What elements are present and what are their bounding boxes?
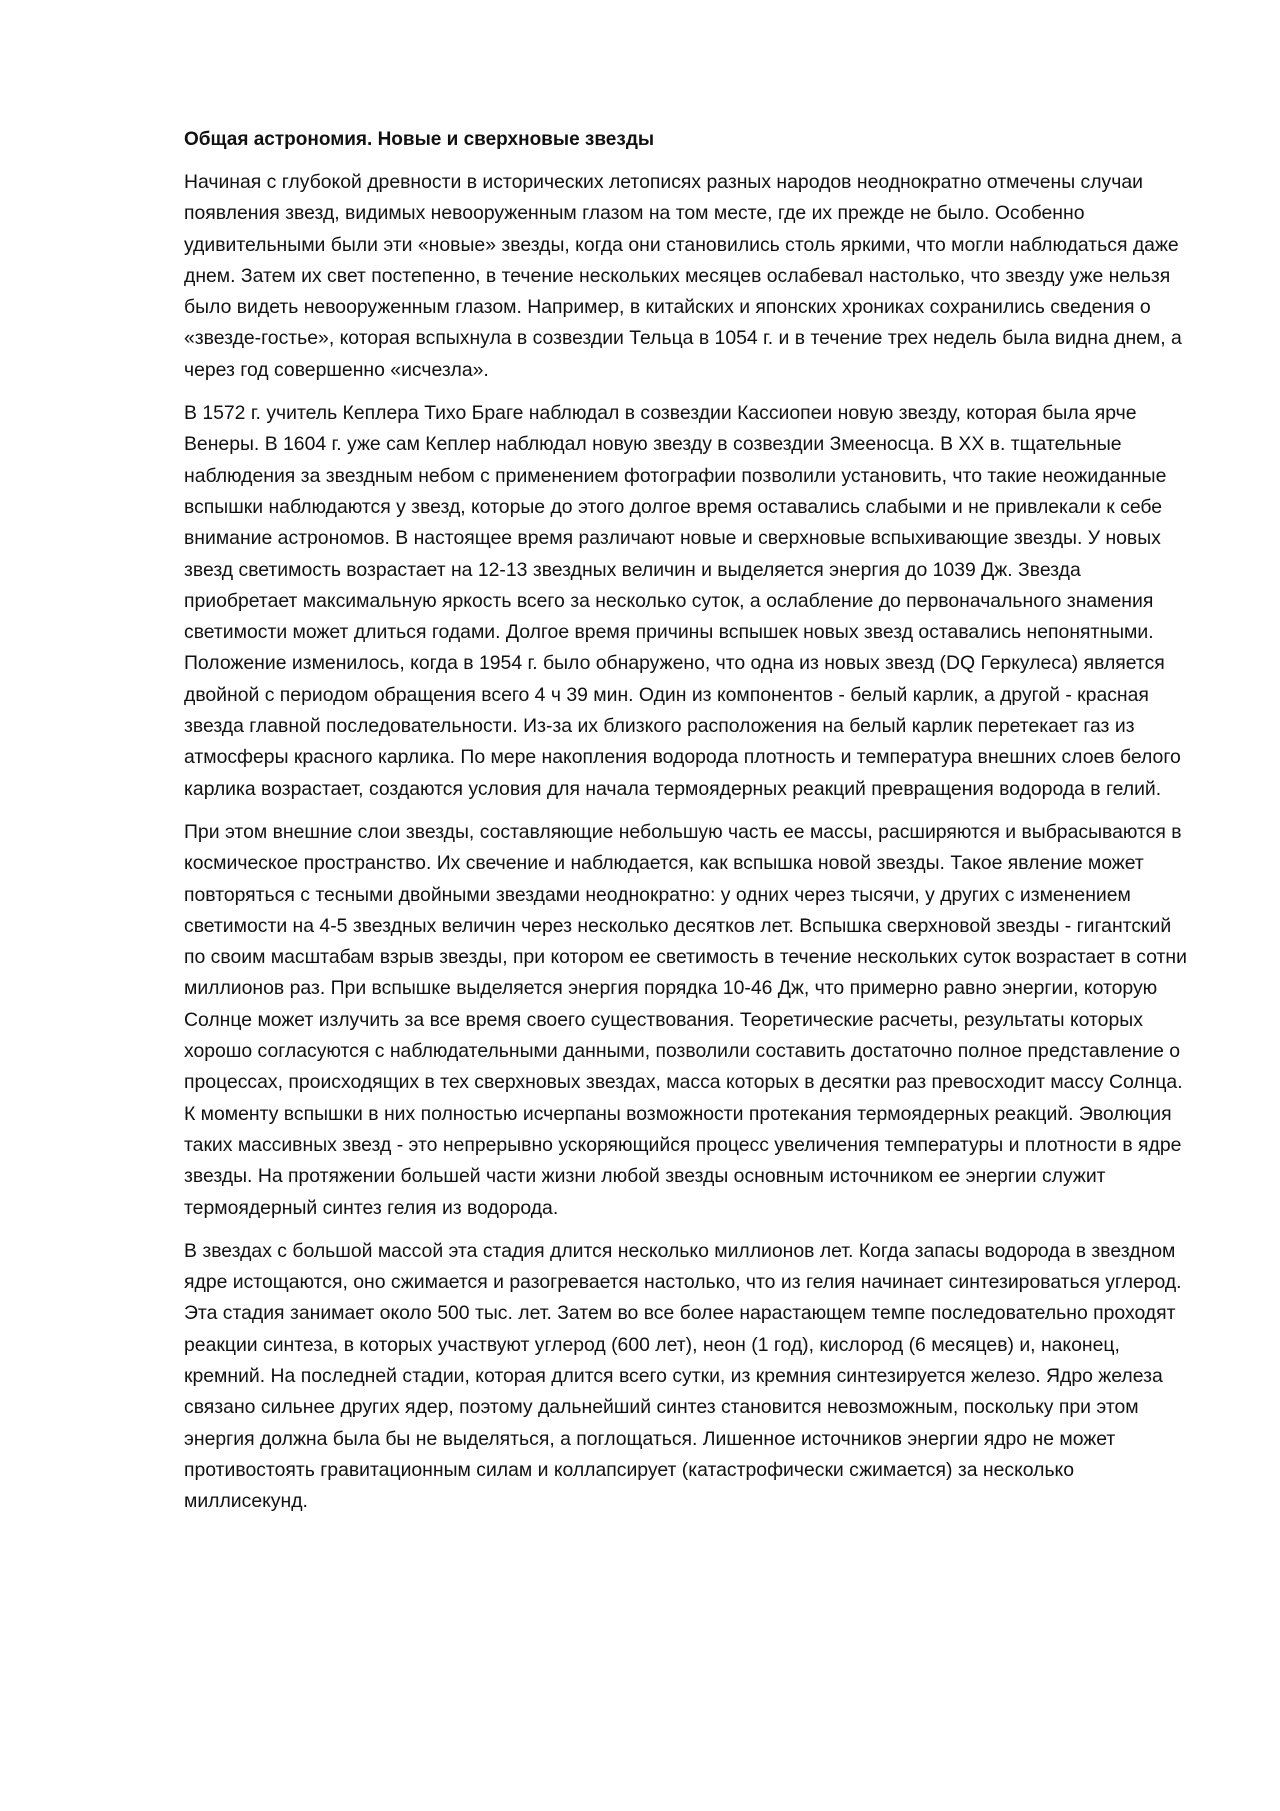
paragraph-1: Начиная с глубокой древности в исторических летописях разных народов неоднократно отмечены случаи появления звезд, видимых невооруженным глазом на том месте, где их прежде не было. Особенно удивительными были эти «новые» звезды, когда они становились столь яркими, что могли наблюдаться даже днем. Затем их свет постепенно, в течение нескольких месяцев ослабевал настолько, что звезду уже нельзя было видеть невооруженным глазом. Например, в китайских и японских хрониках сохранились сведения о «звезде-гостье», которая вспыхнула в созвездии Тельца в 1054 г. и в течение трех недель была видна днем, а через год совершенно «исчезла».	[184, 171, 1182, 381]
document-title: Общая астрономия. Новые и сверхновые звезды	[184, 129, 655, 150]
paragraph-4: В звездах с большой массой эта стадия длится несколько миллионов лет. Когда запасы водорода в звездном ядре истощаются, оно сжимается и разогревается настолько, что из гелия начинает синтезироваться углерод. Эта стадия занимает около 500 тыс. лет. Затем во все более нарастающем темпе последовательно проходят реакции синтеза, в которых участвуют углерод (600 лет), неон (1 год), кислород (6 месяцев) и, наконец, кремний. На последней стадии, которая длится всего сутки, из кремния синтезируется железо. Ядро железа связано сильнее других ядер, поэтому дальнейший синтез становится невозможным, поскольку при этом энергия должна была бы не выделяться, а поглощаться. Лишенное источников энергии ядро не может противостоять гравитационным силам и коллапсирует (катастрофически сжимается) за несколько миллисекунд.	[184, 1239, 1182, 1513]
paragraph-3: При этом внешние слои звезды, составляющие небольшую часть ее массы, расширяются и выбрасываются в космическое пространство. Их свечение и наблюдается, как вспышка новой звезды. Такое явление может повторяться с тесными двойными звездами неоднократно: у одних через тысячи, у других с изменением светимости на 4-5 звездных величин через несколько десятков лет. Вспышка сверхновой звезды - гигантский по своим масштабам взрыв звезды, при котором ее светимость в течение нескольких суток возрастает в сотни миллионов раз. При вспышке выделяется энергия порядка 10-46 Дж, что примерно равно энергии, которую Солнце может излучить за все время своего существования. Теоретические расчеты, результаты которых хорошо согласуются с наблюдательными данными, позволили составить достаточно полное представление о процессах, происходящих в тех сверхновых звездах, масса которых в десятки раз превосходит массу Солнца. К моменту вспышки в них полностью исчерпаны возможности протекания термоядерных реакций. Эволюция таких массивных звезд - это непрерывно ускоряющийся процесс увеличения температуры и плотности в ядре звезды. На протяжении большей части жизни любой звезды основным источником ее энергии служит термоядерный синтез гелия из водорода.	[184, 820, 1187, 1219]
document-page	[184, 124, 1190, 1529]
paragraph-2: В 1572 г. учитель Кеплера Тихо Браге наблюдал в созвездии Кассиопеи новую звезду, которая была ярче Венеры. В 1604 г. уже сам Кеплер наблюдал новую звезду в созвездии Змееносца. В XX в. тщательные наблюдения за звездным небом с применением фотографии позволили установить, что такие неожиданные вспышки наблюдаются у звезд, которые до этого долгое время оставались слабыми и не привлекали к себе внимание астрономов. В настоящее время различают новые и сверхновые вспыхивающие звезды. У новых звезд светимость возрастает на 12-13 звездных величин и выделяется энергия до 1039 Дж. Звезда приобретает максимальную яркость всего за несколько суток, а ослабление до первоначального знамения светимости может длиться годами. Долгое время причины вспышек новых звезд оставались непонятными. Положение изменилось, когда в 1954 г. было обнаружено, что одна из новых звезд (DQ Геркулеса) является двойной с периодом обращения всего 4 ч 39 мин. Один из компонентов - белый карлик, а другой - красная звезда главной последовательности. Из-за их близкого расположения на белый карлик перетекает газ из атмосферы красного карлика. По мере накопления водорода плотность и температура внешних слоев белого карлика возрастает, создаются условия для начала термоядерных реакций превращения водорода в гелий.	[184, 402, 1181, 800]
